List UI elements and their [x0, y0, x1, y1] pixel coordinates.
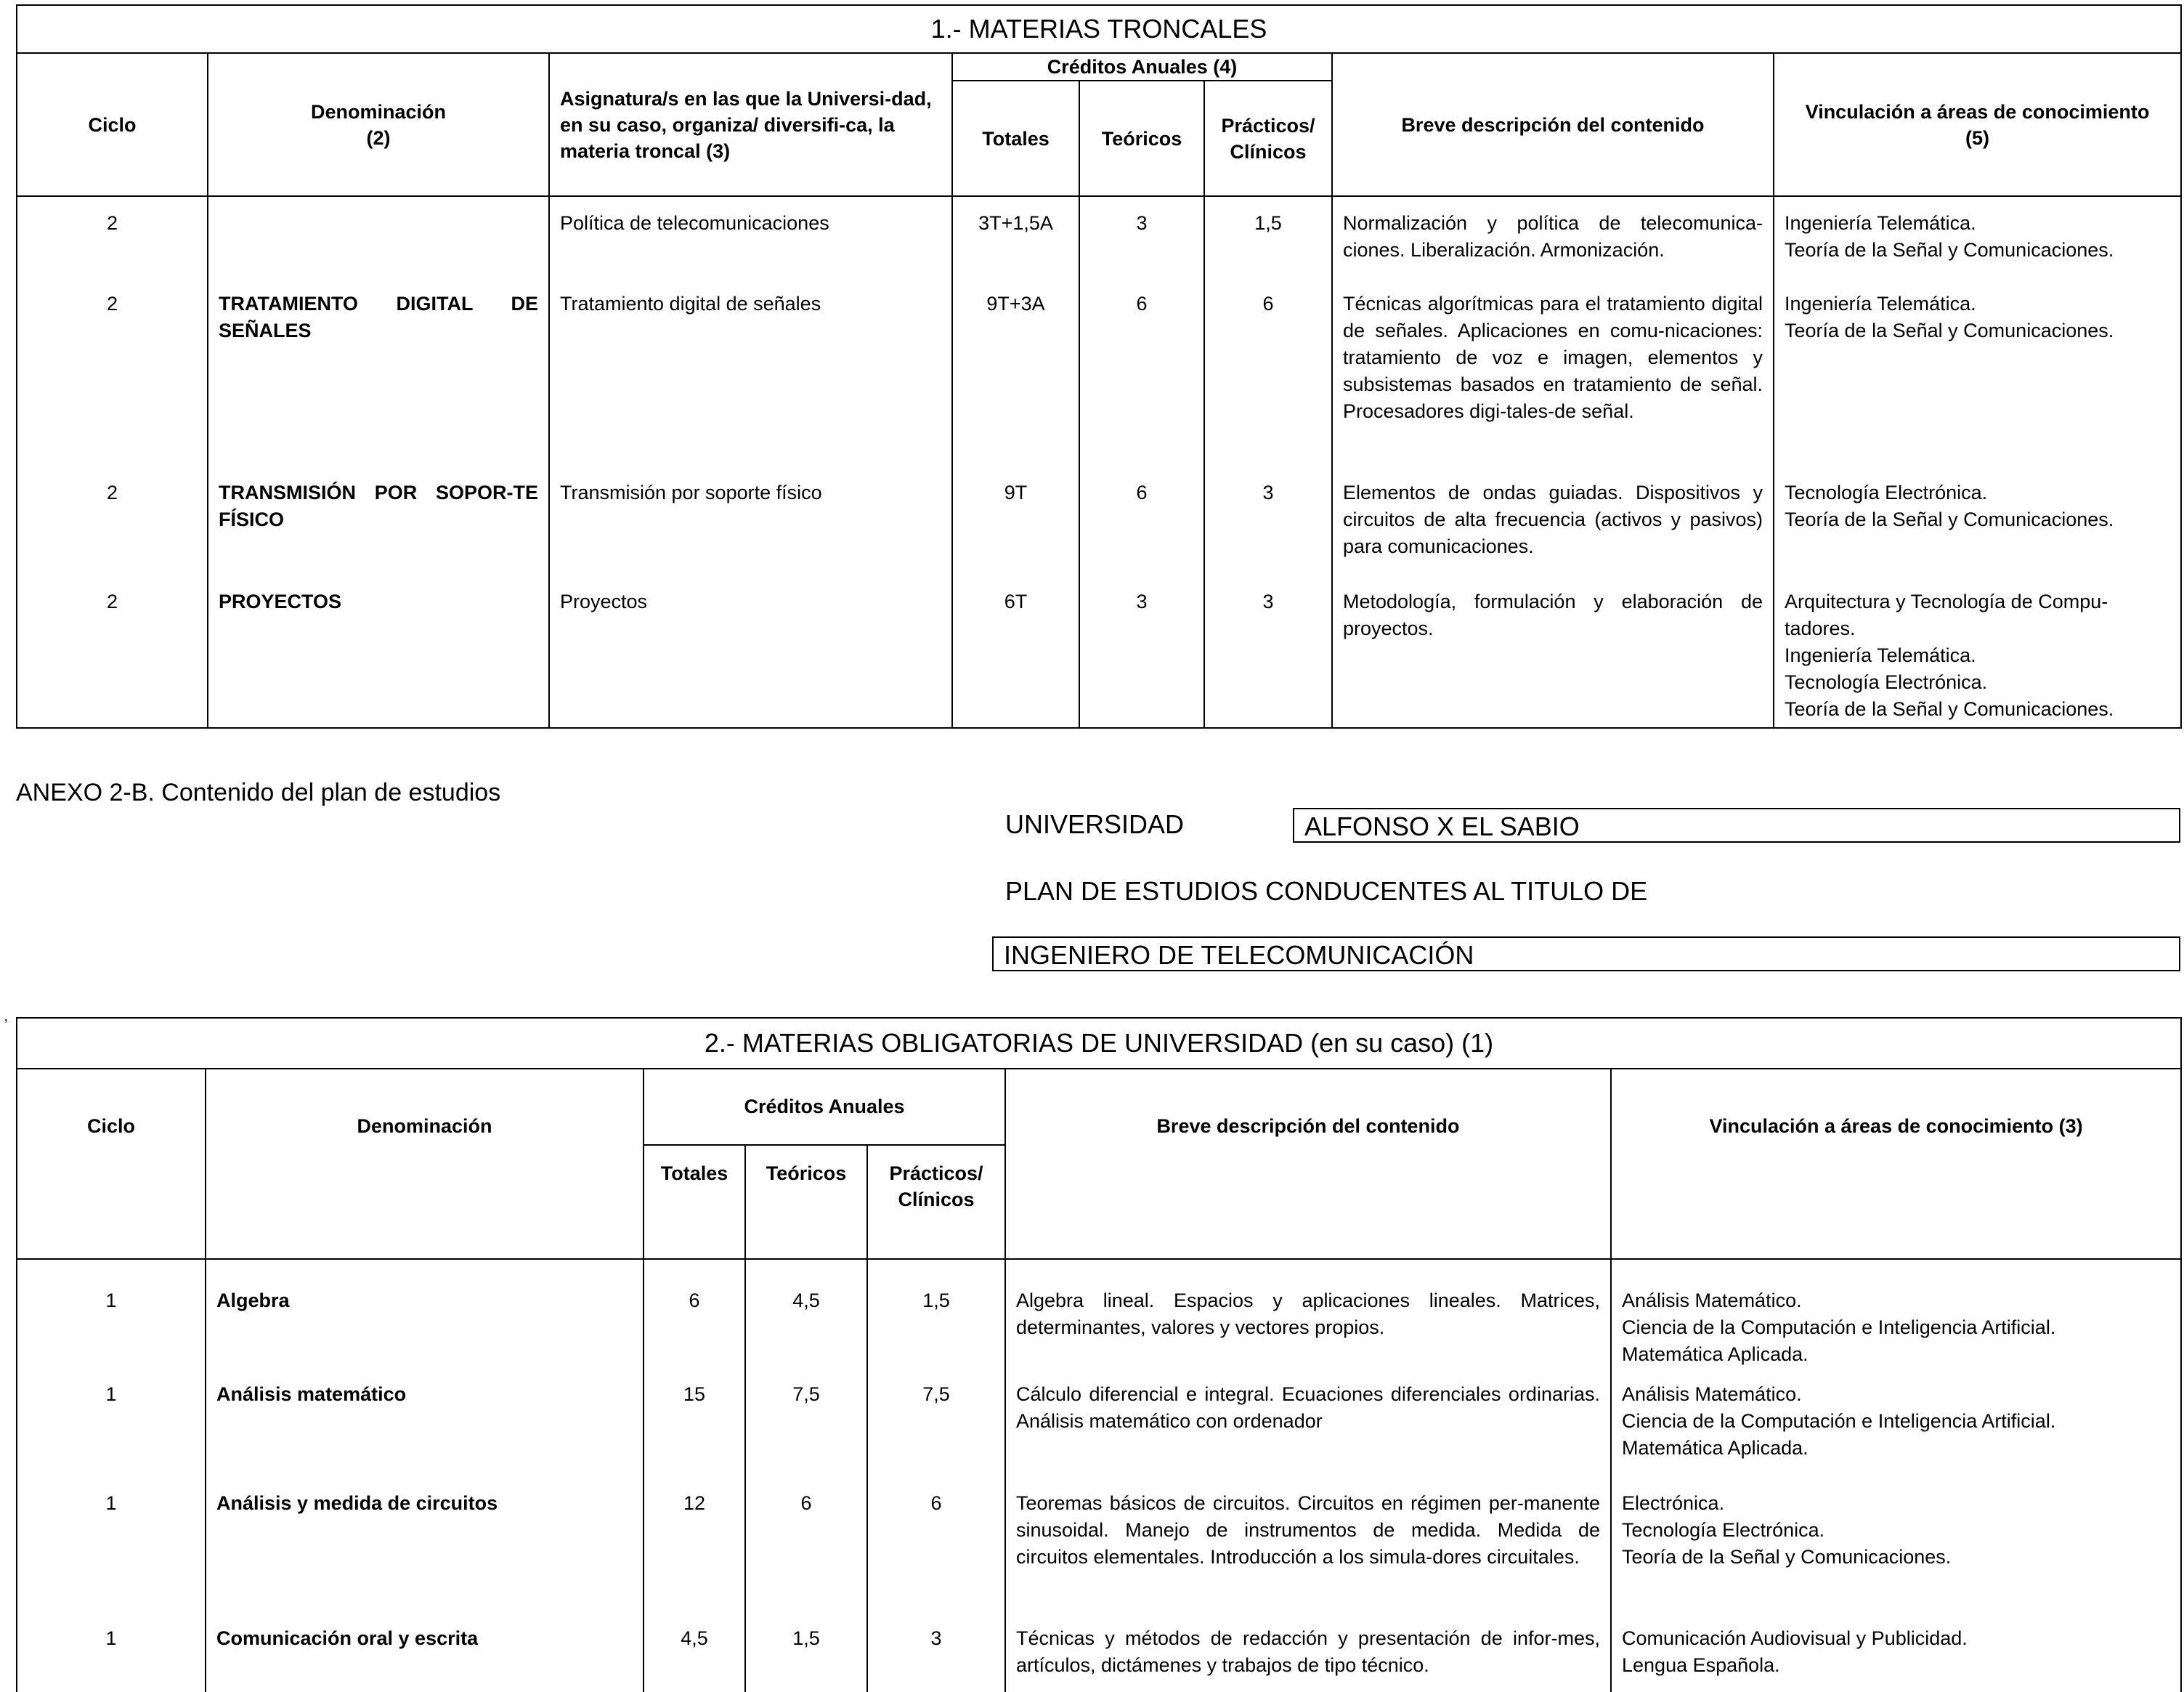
area-item: Ciencia de la Computación e Inteligencia Artificial.	[1622, 1410, 2056, 1432]
cell-denominacion: Análisis matemático	[206, 1368, 644, 1477]
cell-practicos: 3	[1204, 466, 1332, 575]
anexo-prefix: ANEXO 2-B.	[16, 779, 155, 806]
col-header-denominacion: Denominación	[206, 1069, 644, 1259]
area-item: Matemática Aplicada.	[1622, 1343, 1809, 1365]
area-item: Análisis Matemático.	[1622, 1290, 1802, 1311]
cell-descripcion: Elementos de ondas guiadas. Dispositivos y circuitos de alta frecuencia (activos y pasivos) para comunicaciones.	[1332, 466, 1774, 575]
cell-totales: 6T	[952, 575, 1079, 728]
cell-ciclo: 1	[17, 1368, 206, 1477]
table-row	[17, 1259, 2181, 1368]
cell-vinculacion	[1774, 278, 2181, 466]
cell-teoricos: 3	[1079, 575, 1204, 728]
cell-practicos: 3	[1204, 575, 1332, 728]
cell-vinculacion	[1774, 196, 2181, 278]
area-item: Tecnología Electrónica.	[1785, 671, 1988, 693]
cell-teoricos: 1,5	[745, 1612, 867, 1692]
col-header-creditos: Créditos Anuales	[644, 1069, 1005, 1145]
col-header-totales: Totales	[644, 1145, 745, 1259]
col-header-descripcion: Breve descripción del contenido	[1332, 53, 1774, 196]
cell-totales: 6	[644, 1259, 745, 1368]
cell-descripcion: Algebra lineal. Espacios y aplicaciones lineales. Matrices, determinantes, valores y vectores propios.	[1005, 1259, 1611, 1368]
col-header-descripcion: Breve descripción del contenido	[1005, 1069, 1611, 1259]
cell-denominacion: Análisis y medida de circuitos	[206, 1477, 644, 1612]
cell-asignatura: Política de telecomunicaciones	[549, 196, 952, 278]
cell-teoricos: 6	[1079, 278, 1204, 466]
titulo-value: INGENIERO DE TELECOMUNICACIÓN	[992, 936, 2180, 971]
denominacion-label: Denominación	[310, 100, 447, 123]
edge-mark: ’	[4, 1017, 8, 1033]
cell-asignatura: Transmisión por soporte físico	[549, 466, 952, 575]
cell-totales: 9T	[952, 466, 1079, 575]
cell-vinculacion	[1611, 1612, 2181, 1692]
cell-vinculacion	[1774, 466, 2181, 575]
area-item: Comunicación Audiovisual y Publicidad.	[1622, 1627, 1968, 1649]
area-item: Teoría de la Señal y Comunicaciones.	[1785, 698, 2114, 720]
cell-vinculacion	[1611, 1368, 2181, 1477]
area-item: Ingeniería Telemática.	[1785, 212, 1976, 234]
area-item: Teoría de la Señal y Comunicaciones.	[1785, 320, 2114, 341]
area-item: Lengua Española.	[1622, 1654, 1780, 1676]
section-title: 2.- MATERIAS OBLIGATORIAS DE UNIVERSIDAD (en su caso) (1)	[17, 1018, 2181, 1069]
col-header-teoricos: Teóricos	[1079, 81, 1204, 196]
cell-ciclo: 1	[17, 1259, 206, 1368]
col-header-ciclo: Ciclo	[17, 53, 208, 196]
cell-vinculacion	[1611, 1477, 2181, 1612]
cell-ciclo: 2	[17, 196, 208, 278]
cell-descripcion: Cálculo diferencial e integral. Ecuaciones diferenciales ordinarias. Análisis matemático con ordenador	[1005, 1368, 1611, 1477]
cell-denominacion: Comunicación oral y escrita	[206, 1612, 644, 1692]
table-row	[17, 1368, 2181, 1477]
cell-practicos: 6	[1204, 278, 1332, 466]
area-item: Análisis Matemático.	[1622, 1383, 1802, 1405]
cell-practicos: 3	[867, 1612, 1005, 1692]
table-row	[17, 196, 2181, 278]
cell-asignatura: Tratamiento digital de señales	[549, 278, 952, 466]
cell-practicos: 1,5	[1204, 196, 1332, 278]
denominacion-note: (2)	[366, 126, 391, 149]
materias-obligatorias-table	[16, 1017, 2182, 1692]
area-item: Matemática Aplicada.	[1622, 1437, 1809, 1459]
cell-practicos: 6	[867, 1477, 1005, 1612]
table-row	[17, 575, 2181, 728]
cell-totales: 15	[644, 1368, 745, 1477]
section-title: 1.- MATERIAS TRONCALES	[17, 5, 2181, 53]
universidad-label: UNIVERSIDAD	[1005, 809, 1185, 839]
cell-totales: 4,5	[644, 1612, 745, 1692]
col-header-teoricos: Teóricos	[745, 1145, 867, 1259]
cell-teoricos: 3	[1079, 196, 1204, 278]
anexo-text: Contenido del plan de estudios	[154, 779, 501, 806]
cell-teoricos: 7,5	[745, 1368, 867, 1477]
cell-descripcion: Técnicas y métodos de redacción y presentación de infor-mes, artículos, dictámenes y trabajos de tipo técnico.	[1005, 1612, 1611, 1692]
cell-ciclo: 1	[17, 1612, 206, 1692]
area-item: Tecnología Electrónica.	[1622, 1519, 1825, 1541]
cell-descripcion: Normalización y política de telecomunica-ciones. Liberalización. Armonización.	[1332, 196, 1774, 278]
area-item: Teoría de la Señal y Comunicaciones.	[1785, 509, 2114, 530]
cell-denominacion: PROYECTOS	[208, 575, 549, 728]
cell-teoricos: 6	[745, 1477, 867, 1612]
col-header-denominacion	[208, 53, 549, 196]
cell-descripcion: Teoremas básicos de circuitos. Circuitos en régimen per-manente sinusoidal. Manejo de instrumentos de medida. Medida de circuitos elementales. Introducción a los simula-dores circuitales.	[1005, 1477, 1611, 1612]
table-row	[17, 278, 2181, 466]
cell-totales: 12	[644, 1477, 745, 1612]
cell-totales: 9T+3A	[952, 278, 1079, 466]
cell-descripcion: Técnicas algorítmicas para el tratamiento digital de señales. Aplicaciones en comu-nicaciones: tratamiento de voz e imagen, elementos y subsistemas basados en tratamiento de señal. Procesadores digi-tales-de señal.	[1332, 278, 1774, 466]
universidad-value: ALFONSO X EL SABIO	[1293, 808, 2180, 843]
cell-ciclo: 2	[17, 278, 208, 466]
cell-totales: 3T+1,5A	[952, 196, 1079, 278]
cell-denominacion	[208, 196, 549, 278]
anexo-heading	[16, 779, 500, 807]
col-header-asignatura: Asignatura/s en las que la Universi-dad, en su caso, organiza/ diversifi-ca, la materia troncal (3)	[549, 53, 952, 196]
table-row	[17, 466, 2181, 575]
area-item: Teoría de la Señal y Comunicaciones.	[1622, 1546, 1952, 1568]
area-item: Arquitectura y Tecnología de Compu-tadores.	[1785, 591, 2108, 639]
col-header-ciclo: Ciclo	[17, 1069, 206, 1259]
cell-descripcion: Metodología, formulación y elaboración de proyectos.	[1332, 575, 1774, 728]
area-item: Teoría de la Señal y Comunicaciones.	[1785, 239, 2114, 261]
cell-vinculacion	[1774, 575, 2181, 728]
cell-vinculacion	[1611, 1259, 2181, 1368]
cell-denominacion: Algebra	[206, 1259, 644, 1368]
col-header-creditos: Créditos Anuales (4)	[952, 53, 1332, 81]
col-header-totales: Totales	[952, 81, 1079, 196]
area-item: Ingeniería Telemática.	[1785, 644, 1976, 666]
col-header-practicos: Prácticos/ Clínicos	[1204, 81, 1332, 196]
cell-practicos: 7,5	[867, 1368, 1005, 1477]
table-row	[17, 1477, 2181, 1612]
area-item: Ciencia de la Computación e Inteligencia Artificial.	[1622, 1316, 2056, 1338]
cell-asignatura: Proyectos	[549, 575, 952, 728]
cell-teoricos: 4,5	[745, 1259, 867, 1368]
cell-ciclo: 2	[17, 466, 208, 575]
cell-ciclo: 1	[17, 1477, 206, 1612]
cell-practicos: 1,5	[867, 1259, 1005, 1368]
col-header-practicos: Prácticos/ Clínicos	[867, 1145, 1005, 1259]
cell-ciclo: 2	[17, 575, 208, 728]
area-item: Ingeniería Telemática.	[1785, 293, 1976, 315]
area-item: Tecnología Electrónica.	[1785, 482, 1988, 503]
area-item: Electrónica.	[1622, 1492, 1725, 1514]
col-header-vinculacion: Vinculación a áreas de conocimiento (3)	[1611, 1069, 2181, 1259]
cell-denominacion: TRANSMISIÓN POR SOPOR-TE FÍSICO	[208, 466, 549, 575]
cell-teoricos: 6	[1079, 466, 1204, 575]
table-row	[17, 1612, 2181, 1692]
plan-label: PLAN DE ESTUDIOS CONDUCENTES AL TITULO DE	[1005, 876, 1648, 906]
col-header-vinculacion: Vinculación a áreas de conocimiento (5)	[1774, 53, 2181, 196]
materias-troncales-table	[16, 4, 2182, 729]
cell-denominacion: TRATAMIENTO DIGITAL DE SEÑALES	[208, 278, 549, 466]
